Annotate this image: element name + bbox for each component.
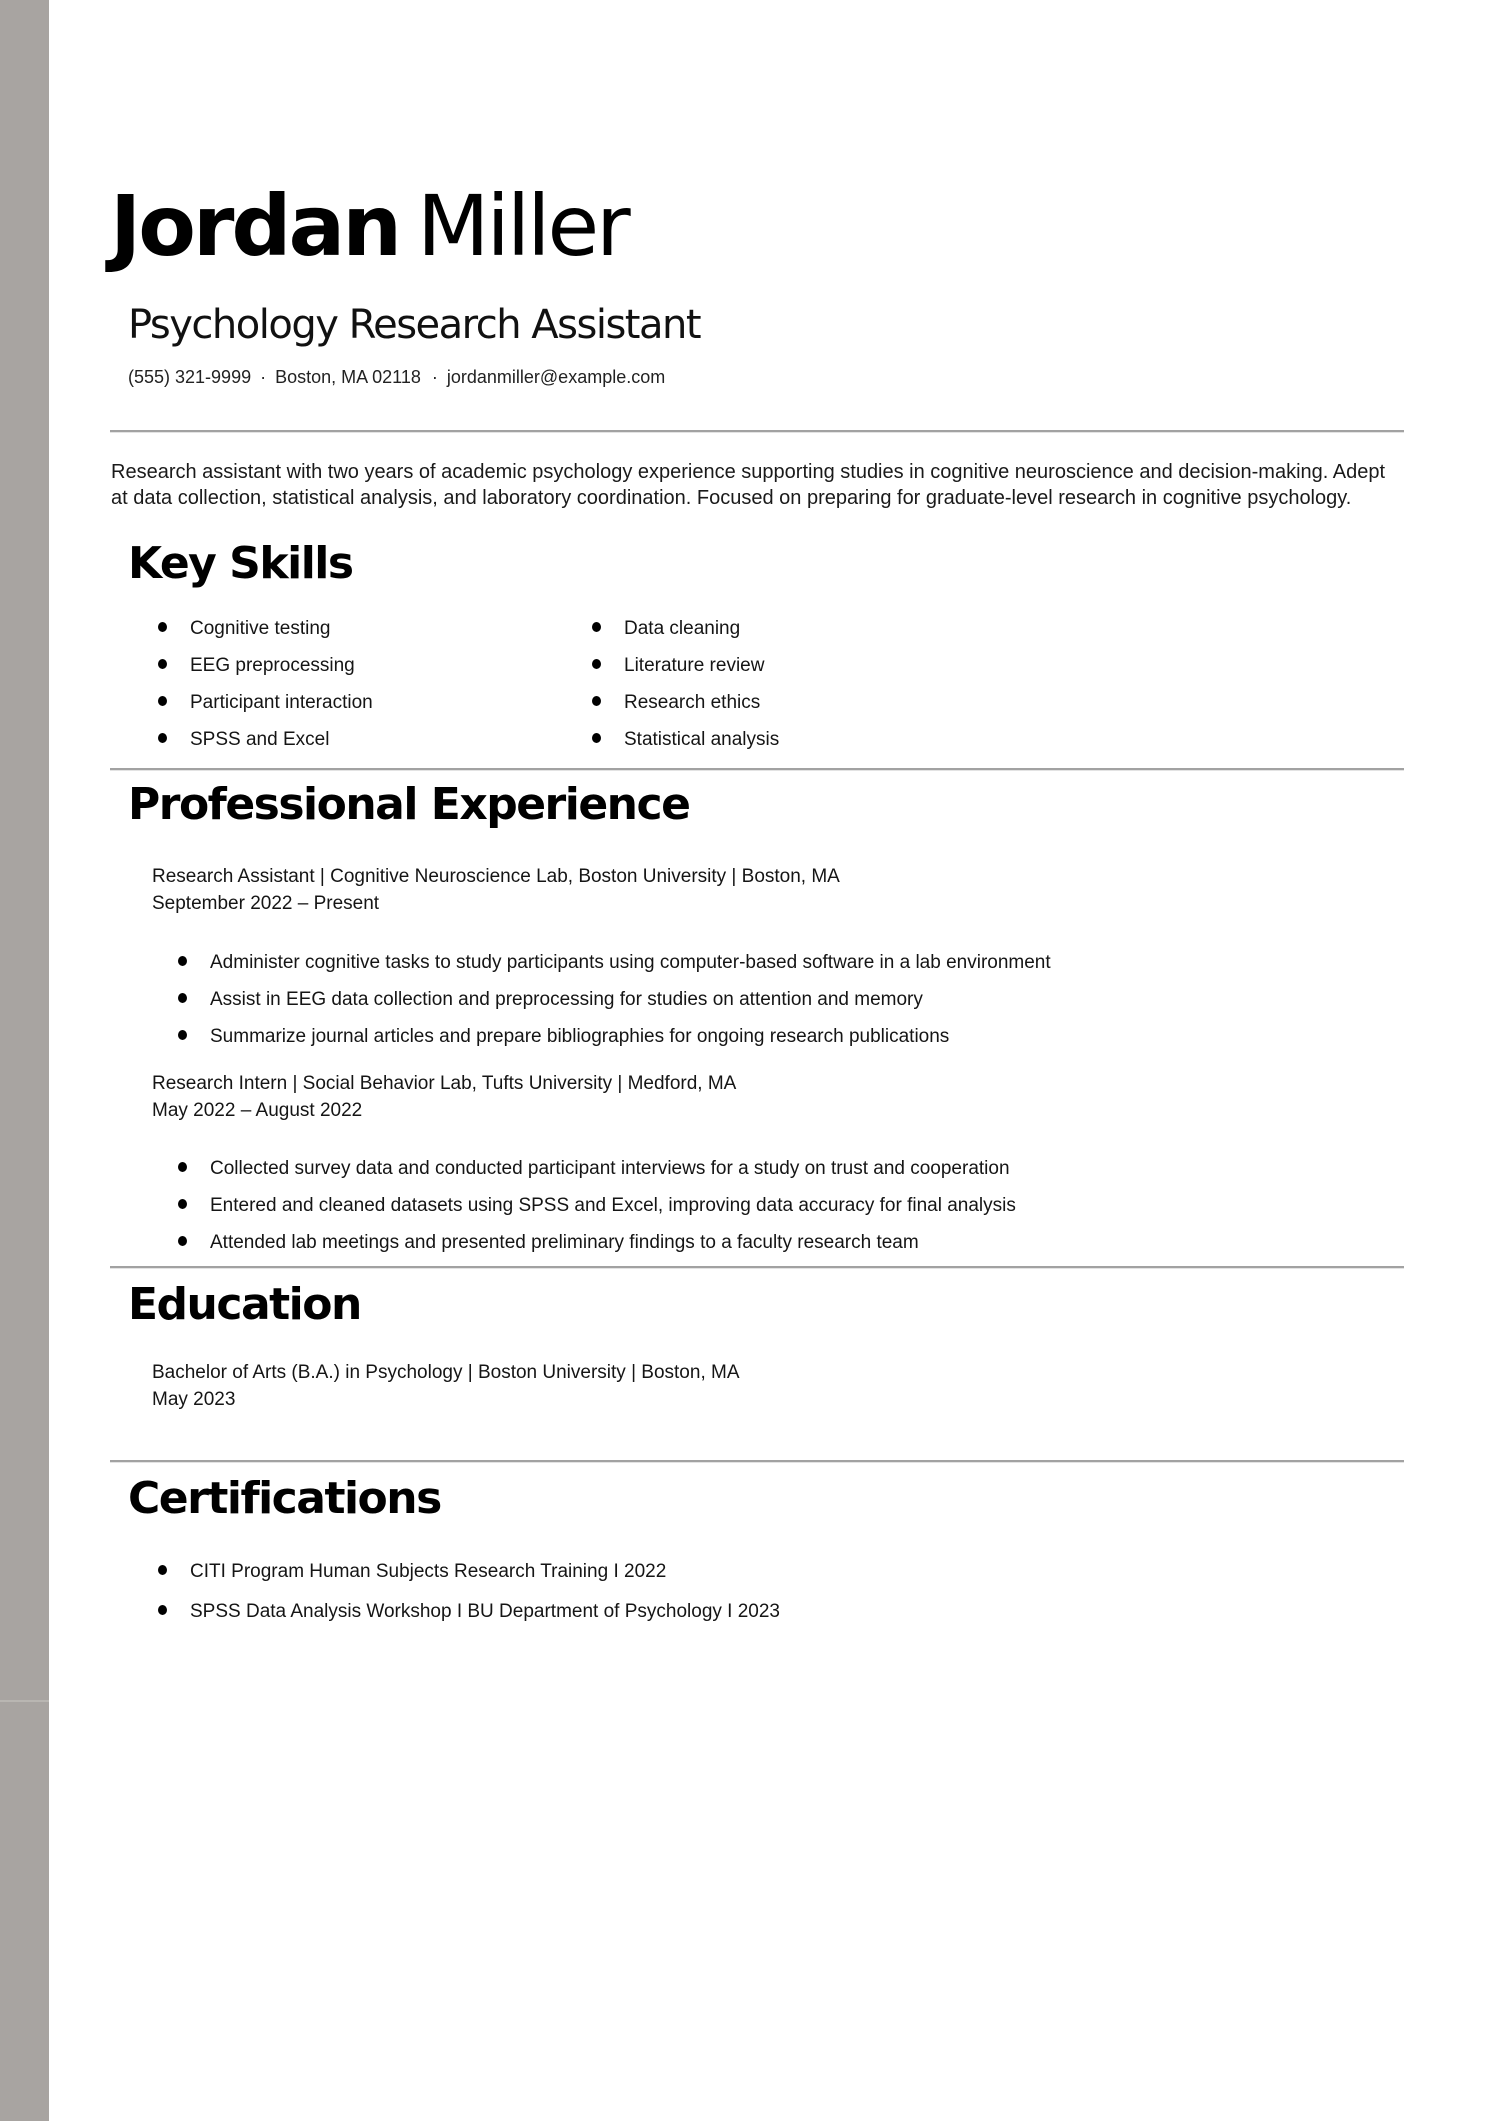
contact-separator: ·	[431, 367, 438, 387]
contact-separator: ·	[260, 367, 267, 387]
section-divider	[110, 1266, 1404, 1269]
skill-item: Research ethics	[592, 684, 1404, 721]
candidate-job-title: Psychology Research Assistant	[128, 302, 701, 348]
key-skills-column-1	[110, 610, 592, 758]
job-title-line: Research Assistant | Cognitive Neuroscience Lab, Boston University | Boston, MA	[152, 865, 840, 887]
job-bullet-list	[110, 944, 1404, 1055]
skill-item: SPSS and Excel	[158, 721, 592, 758]
key-skills-list	[110, 610, 1404, 758]
key-skills-column-2	[592, 610, 1404, 758]
education-date: May 2023	[152, 1389, 236, 1411]
job-bullet: Administer cognitive tasks to study participants using computer-based software in a lab environment	[178, 944, 1404, 981]
contact-line	[128, 366, 1404, 388]
skill-item: EEG preprocessing	[158, 647, 592, 684]
summary-text: Research assistant with two years of academic psychology experience supporting studies in cognitive neuroscience and decision-making. Adept at data collection, statistical analysis, and laboratory coordination. Focused on preparing for graduate-level research in cognitive psychology.	[111, 461, 1386, 509]
education-entry	[152, 1359, 1404, 1413]
job-bullet: Entered and cleaned datasets using SPSS and Excel, improving data accuracy for final analysis	[178, 1187, 1404, 1224]
candidate-name	[110, 177, 1404, 275]
skill-item: Statistical analysis	[592, 721, 1404, 758]
job-bullet: Attended lab meetings and presented preliminary findings to a faculty research team	[178, 1224, 1404, 1261]
certification-item: CITI Program Human Subjects Research Training I 2022	[158, 1552, 1404, 1592]
certifications-heading: Certifications	[128, 1473, 441, 1525]
job-bullet-list	[110, 1150, 1404, 1261]
contact-email: jordanmiller@example.com	[446, 367, 666, 387]
job-bullet: Summarize journal articles and prepare bibliographies for ongoing research publications	[178, 1018, 1404, 1055]
degree-line: Bachelor of Arts (B.A.) in Psychology | Boston University | Boston, MA	[152, 1362, 740, 1384]
contact-phone: (555) 321-9999	[128, 367, 252, 387]
job-dates: September 2022 – Present	[152, 892, 380, 914]
candidate-first-name: Jordan	[110, 177, 400, 275]
contact-location: Boston, MA 02118	[275, 367, 421, 387]
key-skills-heading: Key Skills	[128, 538, 353, 589]
section-divider	[110, 1460, 1404, 1463]
job-entry-header	[152, 1070, 1404, 1124]
job-dates: May 2022 – August 2022	[152, 1099, 363, 1121]
skill-item: Literature review	[592, 647, 1404, 684]
job-entry-header	[152, 863, 1404, 917]
skill-item: Participant interaction	[158, 684, 592, 721]
certifications-list	[110, 1552, 1404, 1632]
job-bullet: Assist in EEG data collection and preprocessing for studies on attention and memory	[178, 981, 1404, 1018]
education-heading: Education	[128, 1278, 361, 1330]
skill-item: Cognitive testing	[158, 610, 592, 647]
section-divider	[110, 430, 1404, 433]
experience-heading: Professional Experience	[128, 779, 690, 831]
section-divider	[110, 768, 1404, 771]
certification-item: SPSS Data Analysis Workshop I BU Department of Psychology I 2023	[158, 1592, 1404, 1632]
job-title-line: Research Intern | Social Behavior Lab, Tufts University | Medford, MA	[152, 1072, 737, 1094]
skill-item: Data cleaning	[592, 610, 1404, 647]
job-bullet: Collected survey data and conducted participant interviews for a study on trust and cooperation	[178, 1150, 1404, 1187]
candidate-last-name: Miller	[417, 177, 628, 275]
